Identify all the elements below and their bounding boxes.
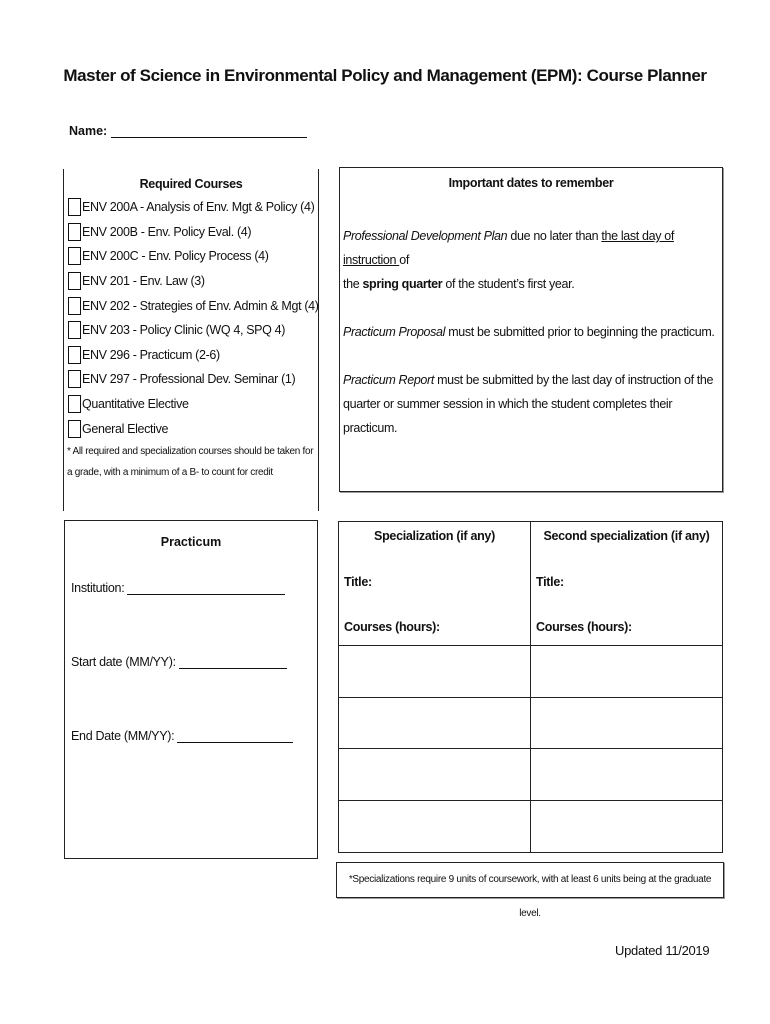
- course-checkbox[interactable]: [68, 321, 81, 339]
- name-label: Name:: [69, 124, 108, 138]
- course-label: ENV 202 - Strategies of Env. Admin & Mgt (4): [82, 298, 319, 313]
- course-checkbox[interactable]: [68, 198, 81, 216]
- name-underline[interactable]: [111, 125, 307, 138]
- pdp-the: the: [343, 277, 363, 291]
- institution-underline[interactable]: [127, 581, 285, 595]
- table-cell[interactable]: [531, 800, 723, 852]
- end-date-label: End Date (MM/YY):: [71, 729, 175, 743]
- specialization-column: [339, 522, 531, 646]
- second-specialization-heading: Second specialization (if any): [543, 529, 710, 543]
- start-date-label: Start date (MM/YY):: [71, 655, 176, 669]
- name-field[interactable]: [69, 124, 307, 138]
- proposal-text: must be submitted prior to beginning the practicum.: [445, 325, 715, 339]
- required-courses-note: * All required and specialization courses should be taken for a grade, with a minimum of a B- to count for credit: [67, 445, 314, 478]
- course-checkbox[interactable]: [68, 247, 81, 265]
- specialization-heading: Specialization (if any): [374, 529, 495, 543]
- course-item: [64, 293, 318, 318]
- start-date-field[interactable]: [71, 655, 287, 669]
- course-item: [64, 416, 318, 441]
- institution-label: Institution:: [71, 581, 125, 595]
- course-item: [64, 343, 318, 368]
- specialization-note: *Specializations require 9 units of coursework, with at least 6 units being at the graduate level.: [336, 862, 724, 898]
- table-cell[interactable]: [339, 646, 531, 697]
- course-item: [64, 244, 318, 269]
- table-cell[interactable]: [339, 697, 531, 748]
- required-courses-heading: Required Courses: [139, 177, 243, 191]
- end-date-field[interactable]: [71, 729, 293, 743]
- specialization-title-label: Title:: [344, 575, 372, 589]
- course-label: General Elective: [82, 421, 169, 436]
- course-label: ENV 200A - Analysis of Env. Mgt & Policy (4): [82, 200, 315, 215]
- specialization-table: [338, 521, 723, 853]
- course-item: [64, 220, 318, 245]
- start-date-underline[interactable]: [179, 655, 287, 669]
- page-title: Master of Science in Environmental Policy and Management (EPM): Course Planner: [63, 66, 707, 85]
- course-checkbox[interactable]: [68, 297, 81, 315]
- course-item: [64, 195, 318, 220]
- second-specialization-title-label: Title:: [536, 575, 564, 589]
- important-dates-box: [339, 167, 723, 492]
- pdp-text: due no later than: [507, 229, 602, 243]
- course-item: [64, 318, 318, 343]
- pdp-underlined: the last day of instruction: [343, 229, 674, 267]
- course-label: ENV 200C - Env. Policy Process (4): [82, 249, 269, 264]
- practicum-box: [64, 520, 318, 859]
- report-term: Practicum Report: [343, 373, 434, 387]
- required-courses-list: [64, 195, 318, 441]
- pdp-term: Professional Development Plan: [343, 229, 508, 243]
- second-specialization-courses-label: Courses (hours):: [536, 620, 632, 634]
- course-item: [64, 367, 318, 392]
- table-cell[interactable]: [531, 697, 723, 748]
- table-cell[interactable]: [339, 800, 531, 852]
- course-checkbox[interactable]: [68, 272, 81, 290]
- specialization-courses-label: Courses (hours):: [344, 620, 440, 634]
- course-checkbox[interactable]: [68, 370, 81, 388]
- updated-date: Updated 11/2019: [615, 943, 710, 958]
- pdp-of: of: [399, 253, 409, 267]
- course-item: [64, 269, 318, 294]
- report-text: must be submitted by the last day of instruction of the quarter or summer session in which the student completes their practicum.: [343, 373, 714, 435]
- course-checkbox[interactable]: [68, 346, 81, 364]
- course-label: ENV 296 - Practicum (2-6): [82, 347, 220, 362]
- table-cell[interactable]: [339, 748, 531, 800]
- important-dates-heading: Important dates to remember: [448, 176, 614, 190]
- course-label: Quantitative Elective: [82, 397, 189, 412]
- course-label: ENV 201 - Env. Law (3): [82, 274, 205, 289]
- table-cell[interactable]: [531, 748, 723, 800]
- pdp-end: of the student’s first year.: [442, 277, 575, 291]
- required-courses-box: [63, 169, 319, 511]
- report-deadline-text: [343, 368, 716, 440]
- practicum-heading: Practicum: [160, 535, 222, 549]
- pdp-deadline-text: [343, 224, 716, 296]
- table-cell[interactable]: [531, 646, 723, 697]
- proposal-deadline-text: [343, 320, 716, 344]
- course-checkbox[interactable]: [68, 420, 81, 438]
- course-item: [64, 392, 318, 417]
- course-checkbox[interactable]: [68, 395, 81, 413]
- second-specialization-column: [531, 522, 723, 646]
- end-date-underline[interactable]: [177, 729, 293, 743]
- course-label: ENV 200B - Env. Policy Eval. (4): [82, 224, 252, 239]
- pdp-spring-quarter: spring quarter: [362, 277, 443, 291]
- institution-field[interactable]: [71, 581, 285, 595]
- course-label: ENV 203 - Policy Clinic (WQ 4, SPQ 4): [82, 323, 286, 338]
- course-checkbox[interactable]: [68, 223, 81, 241]
- course-label: ENV 297 - Professional Dev. Seminar (1): [82, 372, 296, 387]
- proposal-term: Practicum Proposal: [343, 325, 446, 339]
